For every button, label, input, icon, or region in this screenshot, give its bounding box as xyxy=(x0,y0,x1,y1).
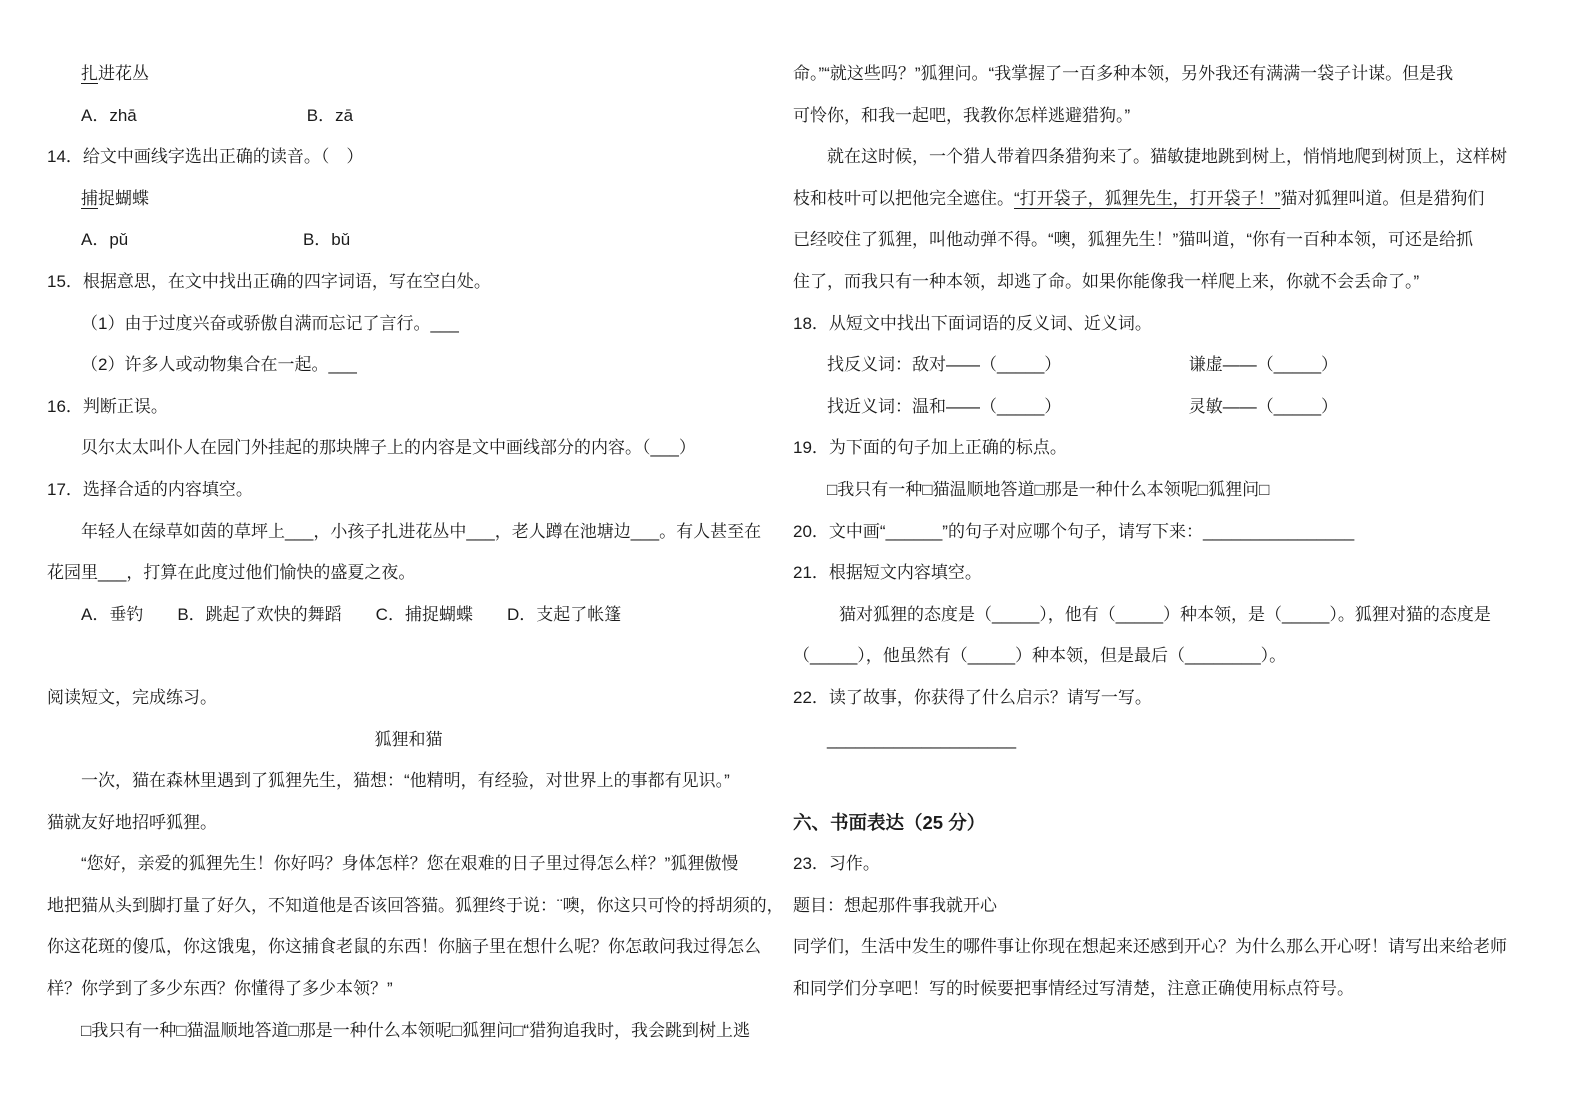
blank-line xyxy=(793,760,1543,802)
text-segment: 18．从短文中找出下面词语的反义词、近义词。 xyxy=(793,313,1152,333)
text-segment: 和同学们分享吧！写的时候要把事情经过写清楚，注意正确使用标点符号。 xyxy=(793,979,1354,999)
text-segment: □我只有一种□猫温顺地答道□那是一种什么本领呢□狐狸问□ xyxy=(827,479,1270,499)
sub-item-19 xyxy=(793,469,1543,511)
text-segment: 19．为下面的句子加上正确的标点。 xyxy=(793,438,1067,458)
essay-prompt-line xyxy=(793,926,1543,968)
cloze-line-1 xyxy=(47,511,770,553)
right-column xyxy=(793,53,1543,1051)
text-segment: 找近义词：温和——（_____） 灵敏——（_____） xyxy=(827,396,1339,416)
options-row-17 xyxy=(47,594,770,636)
question-14 xyxy=(47,136,770,178)
text-segment: A．垂钓 B．跳起了欢快的舞蹈 C．捕捉蝴蝶 D．支起了帐篷 xyxy=(81,604,622,624)
text-segment: （2）许多人或动物集合在一起。___ xyxy=(81,355,357,375)
passage-line xyxy=(47,885,784,927)
text-segment: 21．根据短文内容填空。 xyxy=(793,563,982,583)
text-segment: 地把猫从头到脚打量了好久，不知道他是否该回答猫。狐狸终于说：¨噢，你这只可怜的捋胡须的， xyxy=(47,895,784,915)
text-segment: 一次，猫在森林里遇到了狐狸先生，猫想：“他精明，有经验，对世界上的事都有见识。” xyxy=(81,771,730,791)
text-segment: 捉蝴蝶 xyxy=(98,188,149,208)
essay-prompt-line xyxy=(793,968,1543,1010)
text-segment: 17．选择合适的内容填空。 xyxy=(47,479,253,499)
answer-line xyxy=(793,719,1543,761)
text-segment: 找反义词：敌对——（_____） 谦虚——（_____） xyxy=(827,355,1339,375)
passage-line xyxy=(793,95,1543,137)
passage-line xyxy=(793,136,1543,178)
text-segment: A．pǔ B．bǔ xyxy=(81,230,351,250)
text-segment: 15．根据意思，在文中找出正确的四字词语，写在空白处。 xyxy=(47,271,491,291)
cloze-line-2 xyxy=(47,552,770,594)
question-15 xyxy=(47,261,770,303)
section-header xyxy=(793,802,1543,844)
text-segment: 猫就友好地招呼狐狸。 xyxy=(47,812,217,832)
reading-instruction xyxy=(47,677,770,719)
passage-line xyxy=(47,968,770,1010)
text-segment: 命。”“就这些吗？”狐狸问。“我掌握了一百多种本领，另外我还有满满一袋子计谋。但是我 xyxy=(793,64,1454,83)
essay-title xyxy=(793,885,1543,927)
text-segment: 可怜你，和我一起吧，我教你怎样逃避猎狗。” xyxy=(793,105,1131,125)
passage-line xyxy=(47,760,770,802)
passage-line xyxy=(793,53,1543,95)
text-segment: 枝和枝叶可以把他完全遮住。 xyxy=(793,188,1014,208)
passage-line xyxy=(47,1010,770,1052)
text-segment: 住了，而我只有一种本领，却逃了命。如果你能像我一样爬上来，你就不会丢命了。” xyxy=(793,271,1420,291)
sub-item-15-1 xyxy=(47,303,770,345)
text-segment: 样？你学到了多少东西？你懂得了多少本领？” xyxy=(47,979,393,999)
text-segment: “您好，亲爱的狐狸先生！你好吗？身体怎样？您在艰难的日子里过得怎么样？”狐狸傲慢 xyxy=(81,854,739,874)
text-segment: □我只有一种□猫温顺地答道□那是一种什么本领呢□狐狸问□“猎狗追我时，我会跳到树上逃 xyxy=(81,1020,750,1040)
fill-blank-row xyxy=(793,635,1543,677)
passage-line xyxy=(47,926,770,968)
blank-line xyxy=(47,635,770,677)
underlined-text: “打开袋子，狐狸先生，打开袋子！” xyxy=(1014,188,1281,208)
fill-blank-row xyxy=(793,594,1543,636)
text-segment: 进花丛 xyxy=(98,64,149,83)
fill-blank-row xyxy=(793,386,1543,428)
text-segment: 六、书面表达（25 分） xyxy=(793,811,986,833)
left-column xyxy=(47,53,784,1051)
passage-line xyxy=(47,802,770,844)
text-segment: 年轻人在绿草如茵的草坪上___，小孩子扎进花丛中___，老人蹲在池塘边___。有人甚至在 xyxy=(81,521,762,541)
options-row-zha xyxy=(47,95,770,137)
text-segment: 同学们，生活中发生的哪件事让你现在想起来还感到开心？为什么那么开心呀！请写出来给老师 xyxy=(793,937,1507,957)
underlined-text: 扎 xyxy=(81,64,98,83)
underlined-word-bu xyxy=(47,178,770,220)
text-segment: ____________________ xyxy=(827,729,1017,749)
text-segment: 23．习作。 xyxy=(793,854,880,874)
text-segment: 16．判断正误。 xyxy=(47,396,168,416)
question-22 xyxy=(793,677,1543,719)
sub-item-16 xyxy=(47,427,770,469)
text-segment: 你这花斑的傻瓜，你这饿鬼，你这捕食老鼠的东西！你脑子里在想什么呢？你怎敢问我过得怎么 xyxy=(47,937,761,957)
underlined-text: 捕 xyxy=(81,188,98,208)
text-segment: 花园里___，打算在此度过他们愉快的盛夏之夜。 xyxy=(47,563,416,583)
text-segment: 阅读短文，完成练习。 xyxy=(47,687,217,707)
question-21 xyxy=(793,552,1543,594)
passage-line xyxy=(793,219,1543,261)
question-20 xyxy=(793,511,1543,553)
text-segment: 狐狸和猫 xyxy=(374,729,443,749)
passage-line xyxy=(793,261,1543,303)
question-19 xyxy=(793,427,1543,469)
text-segment: 14．给文中画线字选出正确的读音。（ ） xyxy=(47,147,364,167)
text-segment: 已经咬住了狐狸，叫他动弹不得。“噢，狐狸先生！”猫叫道，“你有一百种本领，可还是给抓 xyxy=(793,230,1473,250)
options-row-bu xyxy=(47,219,770,261)
passage-line-underlined xyxy=(793,178,1543,220)
sub-item-15-2 xyxy=(47,344,770,386)
text-segment: 贝尔太太叫仆人在园门外挂起的那块牌子上的内容是文中画线部分的内容。（___） xyxy=(81,438,696,458)
fill-blank-row xyxy=(793,344,1543,386)
passage-line xyxy=(47,843,770,885)
question-23 xyxy=(793,843,1543,885)
text-segment: （_____），他虽然有（_____）种本领，但是最后（________）。 xyxy=(793,646,1287,666)
underlined-word-zha xyxy=(47,53,770,95)
passage-title xyxy=(47,719,770,761)
question-18 xyxy=(793,303,1543,345)
text-segment: 20．文中画“______”的句子对应哪个句子，请写下来：________________ xyxy=(793,521,1355,541)
question-17 xyxy=(47,469,770,511)
question-16 xyxy=(47,386,770,428)
text-segment: 就在这时候，一个猎人带着四条猎狗来了。猫敏捷地跳到树上，悄悄地爬到树顶上，这样树 xyxy=(827,147,1507,167)
text-segment: 猫对狐狸的态度是（_____），他有（_____）种本领，是（_____）。狐狸对猫的态度是 xyxy=(839,604,1491,624)
text-segment: 22．读了故事，你获得了什么启示？请写一写。 xyxy=(793,687,1152,707)
text-segment: （1）由于过度兴奋或骄傲自满而忘记了言行。___ xyxy=(81,313,459,333)
text-segment: 猫对狐狸叫道。但是猎狗们 xyxy=(1280,188,1485,208)
text-segment: 题目：想起那件事我就开心 xyxy=(793,895,997,915)
text-segment: A．zhā B．zā xyxy=(81,105,354,125)
